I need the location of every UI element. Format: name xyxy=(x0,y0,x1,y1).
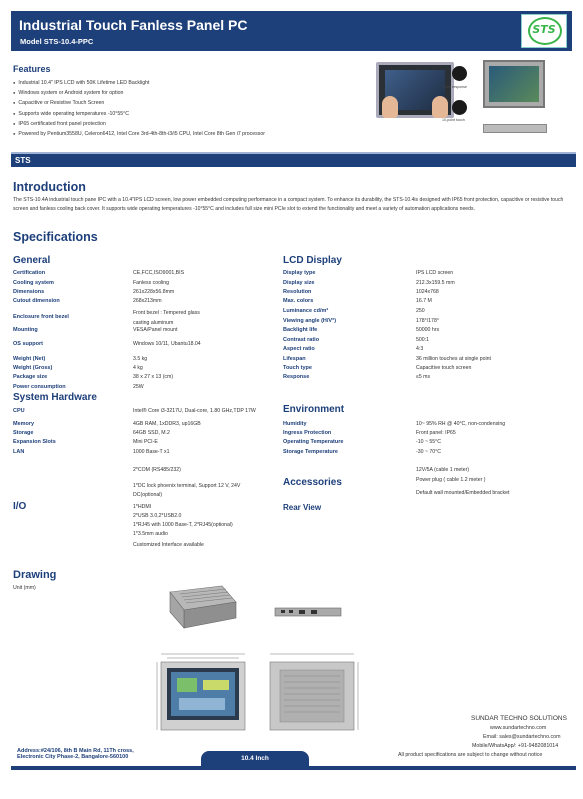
feature-item: ● IP65 certificated front panel protection xyxy=(13,119,265,129)
badge-label: 10-point touch xyxy=(442,118,465,122)
spec-value: 4GB RAM, 1xDDR3, up16GB xyxy=(133,421,201,427)
spec-value: Front panel: IP65 xyxy=(416,430,456,436)
io-line: 1*RJ45 with 1000 Base-T, 2*RJ45(optional) xyxy=(133,522,233,528)
specifications-title: Specifications xyxy=(13,230,98,244)
front-view-drawing xyxy=(153,650,253,736)
spec-value: 212.3x159.5 mm xyxy=(416,280,455,286)
feature-item: ● Windows system or Android system for option xyxy=(13,88,265,98)
spec-label: Touch type xyxy=(283,365,312,371)
drawing-title: Drawing xyxy=(13,569,57,581)
spec-value: 36 million touches at single point xyxy=(416,356,491,362)
spec-label: Aspect ratio xyxy=(283,346,315,352)
header-banner xyxy=(11,11,572,51)
spec-value: 1024x768 xyxy=(416,289,439,295)
spec-label: Storage Temperature xyxy=(283,449,338,455)
band-label: STS xyxy=(15,156,31,165)
section-band xyxy=(11,152,576,167)
spec-value: 25W xyxy=(133,384,144,390)
accessory-line: Default wall mounted/Embedded bracket xyxy=(416,490,510,496)
feature-item: ● Capacitive or Resistive Touch Screen xyxy=(13,98,265,108)
spec-value: Intel® Core i3-3217U, Dual-core, 1.80 GHz,TDP 17W xyxy=(133,408,256,414)
hand-illustration xyxy=(382,96,398,118)
introduction-title: Introduction xyxy=(13,180,86,194)
feature-item: ● Supports wide operating temperatures -10°55°C xyxy=(13,109,265,119)
company-website[interactable]: www.sundartechno.com xyxy=(490,725,547,731)
feature-item: ● Industrial 10.4" IPS LCD with 50K Lifetime LED Backlight xyxy=(13,78,265,88)
environment-title: Environment xyxy=(283,404,345,415)
spec-label: Cooling system xyxy=(13,280,54,286)
spec-label: Package size xyxy=(13,374,48,380)
system-hardware-title: System Hardware xyxy=(13,392,97,403)
spec-value: 10~ 95% RH @ 40°C, non-condensing xyxy=(416,421,506,427)
company-phone: Mobile/WhatsApp/: +91-9482081014 xyxy=(472,743,559,749)
io-line: 1*3.5mm audio xyxy=(133,531,168,537)
io-line: 1*DC lock phoenix terminal, Support 12 V, 24V xyxy=(133,483,241,489)
features-title: Features xyxy=(13,64,51,74)
model-number: Model STS-10.4-PPC xyxy=(20,37,94,46)
spec-label: Viewing angle (H/V°) xyxy=(283,318,337,324)
spec-value: 500:1 xyxy=(416,337,429,343)
features-list xyxy=(13,78,265,139)
spec-label: Luminance cd/m² xyxy=(283,308,329,314)
feature-item: ● Powered by Pentium3558U, Celeron6412, Intel Core 3rd-4th-8th-i3/i5 CPU, Intel Core 8th Gen i7 processor xyxy=(13,129,265,139)
spec-value: 50000 hrs xyxy=(416,327,440,333)
model-size-pill: 10.4 Inch xyxy=(201,751,309,766)
spec-label: Response xyxy=(283,374,310,380)
spec-value: ≤5 ms xyxy=(416,374,431,380)
spec-label: Power consumption xyxy=(13,384,66,390)
quick-response-icon xyxy=(452,66,467,81)
spec-value: 250 xyxy=(416,308,425,314)
spec-label: Dimensions xyxy=(13,289,45,295)
io-line: Customized Interface available xyxy=(133,542,204,548)
address-line: Electronic City Phase-2, Bangalore-560100 xyxy=(17,754,129,761)
rear-view-drawing xyxy=(262,650,362,736)
spec-value: 178°/178° xyxy=(416,318,439,324)
spec-value: 16.7 M xyxy=(416,298,432,304)
company-name: SUNDAR TECHNO SOLUTIONS xyxy=(471,715,567,722)
panel-pc-side-image xyxy=(483,124,547,133)
spec-label: Cutout dimension xyxy=(13,298,60,304)
io-line: 2*USB 3.0,2*USB2.0 xyxy=(133,513,182,519)
company-email[interactable]: Email: sales@sundartechno.com xyxy=(483,734,561,740)
spec-value: CE,FCC,ISO9001,BIS xyxy=(133,270,185,276)
spec-label: Storage xyxy=(13,430,34,436)
spec-label: OS support xyxy=(13,341,43,347)
spec-value: Capacitive touch screen xyxy=(416,365,472,371)
spec-value: 4:3 xyxy=(416,346,424,352)
io-line: DC(optional) xyxy=(133,492,163,498)
spec-label: Display type xyxy=(283,270,316,276)
address-line: Address:#24/106, 8th B Main Rd, 11Th cross, xyxy=(17,748,134,754)
spec-label: Expansion Slots xyxy=(13,439,56,445)
touch-icon xyxy=(452,100,467,115)
spec-label: Max. colors xyxy=(283,298,314,304)
sts-logo xyxy=(521,14,567,48)
accessories-title: Accessories xyxy=(283,477,342,488)
spec-label: Humidity xyxy=(283,421,307,427)
spec-value: IPS LCD screen xyxy=(416,270,454,276)
spec-label: Ingress Protection xyxy=(283,430,332,436)
spec-value: Windows 10/11, Ubantu18.04 xyxy=(133,341,201,347)
spec-value: Front bezel : Tempered glass casting aluminum xyxy=(133,310,200,326)
introduction-text: The STS-10.4A industrial touch pane IPC with a 10.4"IPS LCD screen, low power embedded computing performance in a compact system. To enhance its durability, the STS-10.4is designed with IP65 front protection, capacitive or resistive touch screen and fanless cooling back cover. It supports wide operating temperatures -10°55°C and includes full size mini PCIe slot to extend the functionality and meet a variety of automation applications needs. xyxy=(13,197,564,212)
spec-label: Weight (Gross) xyxy=(13,365,53,371)
spec-label: Resolution xyxy=(283,289,312,295)
general-title: General xyxy=(13,255,51,266)
io-line: 2*COM (RS485/232) xyxy=(133,467,181,473)
spec-value: 1000 Base-T x1 xyxy=(133,449,170,455)
spec-label: Display size xyxy=(283,280,315,286)
address-block xyxy=(17,748,134,761)
spec-value: 38 x 27 x 13 (cm) xyxy=(133,374,174,380)
logo-text: STS xyxy=(532,23,556,36)
disclaimer: All product specifications are subject to change without notice xyxy=(398,752,543,758)
drawing-unit: Unit (mm) xyxy=(13,585,36,591)
spec-value: 64GB SSD, M.2 xyxy=(133,430,170,436)
spec-label: Backlight life xyxy=(283,327,318,333)
spec-value: 4 kg xyxy=(133,365,143,371)
spec-label: LAN xyxy=(13,449,25,455)
spec-label: Certification xyxy=(13,270,46,276)
hand-illustration xyxy=(432,96,448,118)
rear-view-title: Rear View xyxy=(283,503,322,512)
panel-pc-front-image xyxy=(483,60,545,108)
spec-value: -30 ~ 70°C xyxy=(416,449,442,455)
spec-value: -10 ~ 55°C xyxy=(416,439,442,445)
spec-label: Memory xyxy=(13,421,35,427)
spec-label: Mounting xyxy=(13,327,38,333)
rear-3d-image xyxy=(160,584,238,632)
spec-value: Mini PCI-E xyxy=(133,439,158,445)
accessory-line: Power plug ( cable 1.2 meter ) xyxy=(416,477,486,483)
io-title: I/O xyxy=(13,501,27,512)
spec-value: 268x213mm xyxy=(133,298,162,304)
spec-value: VESA/Panel mount xyxy=(133,327,178,333)
badge-label: Quick response xyxy=(442,85,467,89)
footer-bar xyxy=(11,766,576,770)
spec-label: Lifespan xyxy=(283,356,306,362)
spec-value: Fanless cooling xyxy=(133,280,170,286)
spec-value: 261x228x56.8mm xyxy=(133,289,175,295)
spec-label: CPU xyxy=(13,408,25,414)
page-title: Industrial Touch Fanless Panel PC xyxy=(19,17,248,33)
io-line: 1*HDMI xyxy=(133,504,152,510)
spec-label: Operating Temperature xyxy=(283,439,344,445)
io-side-view xyxy=(273,605,345,619)
spec-value: 3.5 kg xyxy=(133,356,148,362)
spec-label: Weight (Net) xyxy=(13,356,46,362)
spec-label: Contrast ratio xyxy=(283,337,320,343)
spec-label: Enclosure front bezel xyxy=(13,314,69,320)
accessory-line: 12V/5A (cable 1 meter) xyxy=(416,467,470,473)
lcd-display-title: LCD Display xyxy=(283,255,342,266)
